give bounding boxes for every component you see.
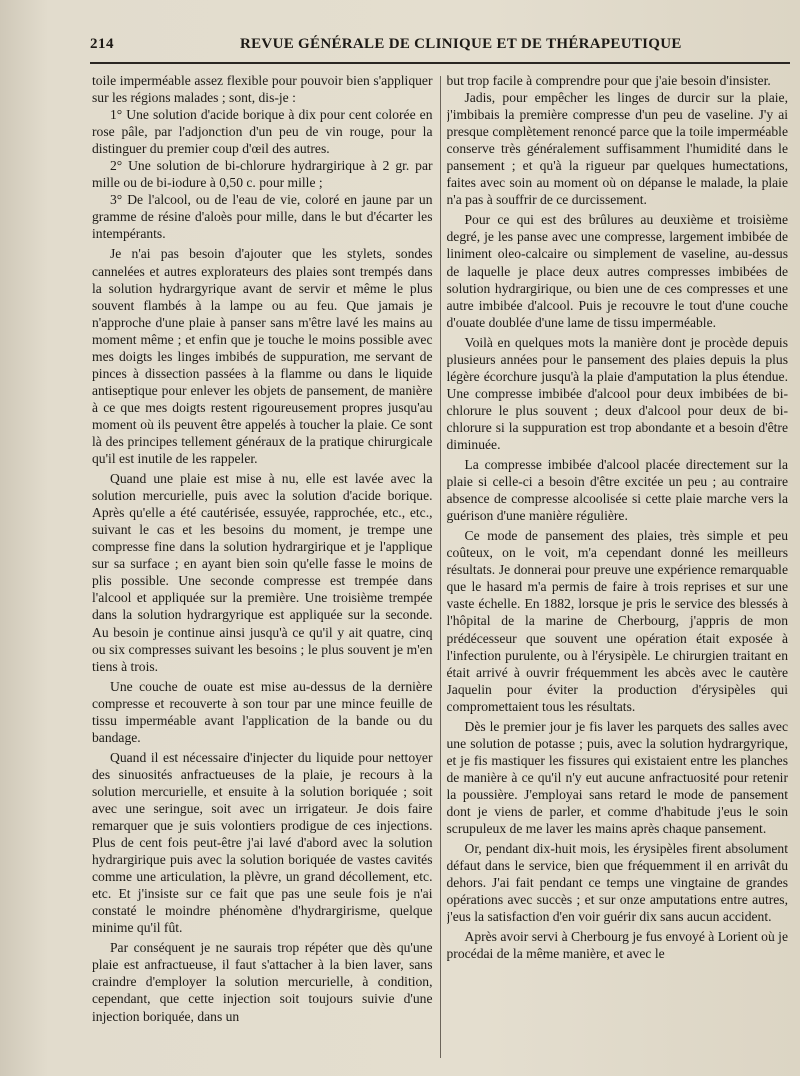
left-column xyxy=(92,72,433,1076)
paragraph: Après avoir servi à Cherbourg je fus envoyé à Lorient où je procédai de la même manière, et avec le xyxy=(446,929,788,962)
paragraph: Voilà en quelques mots la manière dont je procède depuis plusieurs années pour le pansement des plaies depuis la plus légère écorchure jusqu'à la plaie d'amputation la plus étendue. Une compresse imbibée d'alcool pour deux imbibées de bi-chlorure le plus souvent ; deux d'alcool pour deux de bi-chlorure si la suppuration est trop abondante et a besoin d'être diminuée. xyxy=(446,334,788,452)
paragraph: Quand une plaie est mise à nu, elle est lavée avec la solution mercurielle, puis avec la solution d'acide borique. Après qu'elle a été cautérisée, essuyée, rapprochée, etc., etc., suivant le cas et les besoins du moment, je trempe une compresse fine dans la solution hydrargirique et je l'applique sur sa surface ; en ayant bien soin qu'elle fasse le moins de plis possible. Une seconde compresse est trempée dans l'alcool et appliquée sur la première. Une troisième trempée dans la solution hydrargyrique est appliquée sur la seconde. Au besoin je continue ainsi jusqu'à ce qu'il y ait quatre, cinq ou six compresses suivant les besoins ; le plus souvent je m'en tiens à trois. xyxy=(92,471,433,674)
right-column xyxy=(447,72,789,1076)
running-title: REVUE GÉNÉRALE DE CLINIQUE ET DE THÉRAPEUTIQUE xyxy=(240,36,682,52)
paragraph: 1° Une solution d'acide borique à dix pour cent colorée en rose pâle, par l'adjonction d'un peu de vin rouge, pour la distinguer du premier coup d'œil des autres. xyxy=(92,107,433,157)
paragraph: La compresse imbibée d'alcool placée directement sur la plaie si celle-ci a besoin d'être excitée un peu ; au contraire absence de compresse alcoolisée si cette plaie marche vers la guérison d'une manière régulière. xyxy=(446,457,788,524)
paragraph: Pour ce qui est des brûlures au deuxième et troisième degré, je les panse avec une compresse, largement imbibée de liniment oleo-calcaire ou simplement de vaseline, au-dessus de laquelle je place deux autres compresses imbibées de solution hydrargirique, ou bien une de ces compresses et une autre imbibée d'alcool. Puis je recouvre le tout d'une couche d'ouate doublée d'une lame de tissu imperméable. xyxy=(446,212,788,330)
paragraph: Une couche de ouate est mise au-dessus de la dernière compresse et recouverte à son tour par une mince feuille de tissu imperméable avant l'application de la bande ou du bandage. xyxy=(92,678,433,745)
page-number: 214 xyxy=(90,36,114,52)
paragraph: Par conséquent je ne saurais trop répéter que dès qu'une plaie est anfractueuse, il faut s'attacher à la bien laver, sans craindre d'employer la solution mercurielle, à condition, cependant, que cette injection soit toujours suivie d'une injection boriquée, dans un xyxy=(92,940,433,1024)
paragraph: 2° Une solution de bi-chlorure hydrargirique à 2 gr. par mille ou de bi-iodure à 0,50 c. pour mille ; xyxy=(92,158,433,191)
paragraph: Or, pendant dix-huit mois, les érysipèles firent absolument défaut dans le service, bien que fréquemment il en arrivât du dehors. J'ai fait pendant ce temps une vingtaine de grandes opérations avec succès ; et sur onze amputations entre autres, j'eus la satisfaction d'en voir guérir dix sans aucun accident. xyxy=(446,841,788,925)
paragraph: Ce mode de pansement des plaies, très simple et peu coûteux, on le voit, m'a cependant donné les meilleurs résultats. Je donnerai pour preuve une expérience remarquable que le hasard m'a permis de faire à trois reprises et sur une vaste échelle. En 1882, lorsque je pris le service des blessés à l'hôpital de la marine de Cherbourg, j'appris de mon prédécesseur que souvent une opération était exposée à l'infection purulente, ou à l'érysipèle. Le chirurgien traitant en était arrivé à ouvrir fréquemment les abcès avec le cautère Jaquelin pour éviter la production d'érysipèles qui compromettaient tous les résultats. xyxy=(446,528,788,714)
paragraph: Je n'ai pas besoin d'ajouter que les stylets, sondes cannelées et autres explorateurs des plaies sont trempés dans la solution hydrargyrique avant de servir et même le plus souvent flambés à la lampe ou au feu. Que jamais je n'approche d'une plaie à panser sans m'être lavé les mains au moment même ; et enfin que je touche le moins possible avec mes doigts les linges imbibés de suppuration, me servant de pinces à dissection passées à la flamme ou dans le liquide antiseptique pour enlever les objets de pansement, de manière à ce que mes doigts restent rigoureusement propres jusqu'au moment où ils peuvent être appelés à toucher la plaie. Ce sont là des principes tellement généraux de la pratique chirurgicale qu'il est inutile de les rappeler. xyxy=(92,246,433,467)
paragraph: Quand il est nécessaire d'injecter du liquide pour nettoyer des sinuosités anfractueuses de la plaie, je recours à la solution mercurielle, et ensuite à la solution boriquée ; soit avec une seringue, soit avec un irrigateur. Je dois faire remarquer que je suis volontiers prodigue de ces injections. Plus de cent fois peut-être j'ai lavé d'abord avec la solution hydrargirique puis avec la solution boriquée de vastes cavités comme une articulation, la plèvre, un grand décollement, etc. etc. Et j'insiste sur ce fait que pas une seule fois je n'ai constaté le moindre phénomène d'hydrargirisme, quelque minime qu'il fût. xyxy=(92,749,433,936)
page-header xyxy=(90,36,786,58)
header-rule xyxy=(90,62,790,64)
paragraph: but trop facile à comprendre pour que j'aie besoin d'insister. xyxy=(446,73,771,88)
text-columns xyxy=(92,72,788,1076)
paragraph: toile imperméable assez flexible pour pouvoir bien s'appliquer sur les régions malades ; sont, dis-je : xyxy=(92,73,433,106)
paragraph: Dès le premier jour je fis laver les parquets des salles avec une solution de potasse ; puis, avec la solution hydrargyrique, et je fis mastiquer les fissures qui existaient entre les planches de manière à ce qu'il n'y eut aucune anfractuosité pour retenir la poussière. J'employai sans retard le mode de pansement dont je viens de parler, et comme d'habitude j'eus le soin scrupuleux de me laver les mains après chaque pansement. xyxy=(446,718,788,837)
paragraph: Jadis, pour empêcher les linges de durcir sur la plaie, j'imbibais la première compresse d'un peu de vaseline. J'y ai presque complètement renoncé parce que la toile imperméable conserve très généralement suffisamment l'humidité dans le pansement ; et qu'à la rigueur par quelques humectations, faites avec soin au moment où on dépanse le malade, la plaie n'a pas à souffrir de ce durcissement. xyxy=(446,90,788,208)
paragraph: 3° De l'alcool, ou de l'eau de vie, coloré en jaune par un gramme de résine d'aloès pour mille, dans le but d'écarter les intempérants. xyxy=(92,192,433,242)
